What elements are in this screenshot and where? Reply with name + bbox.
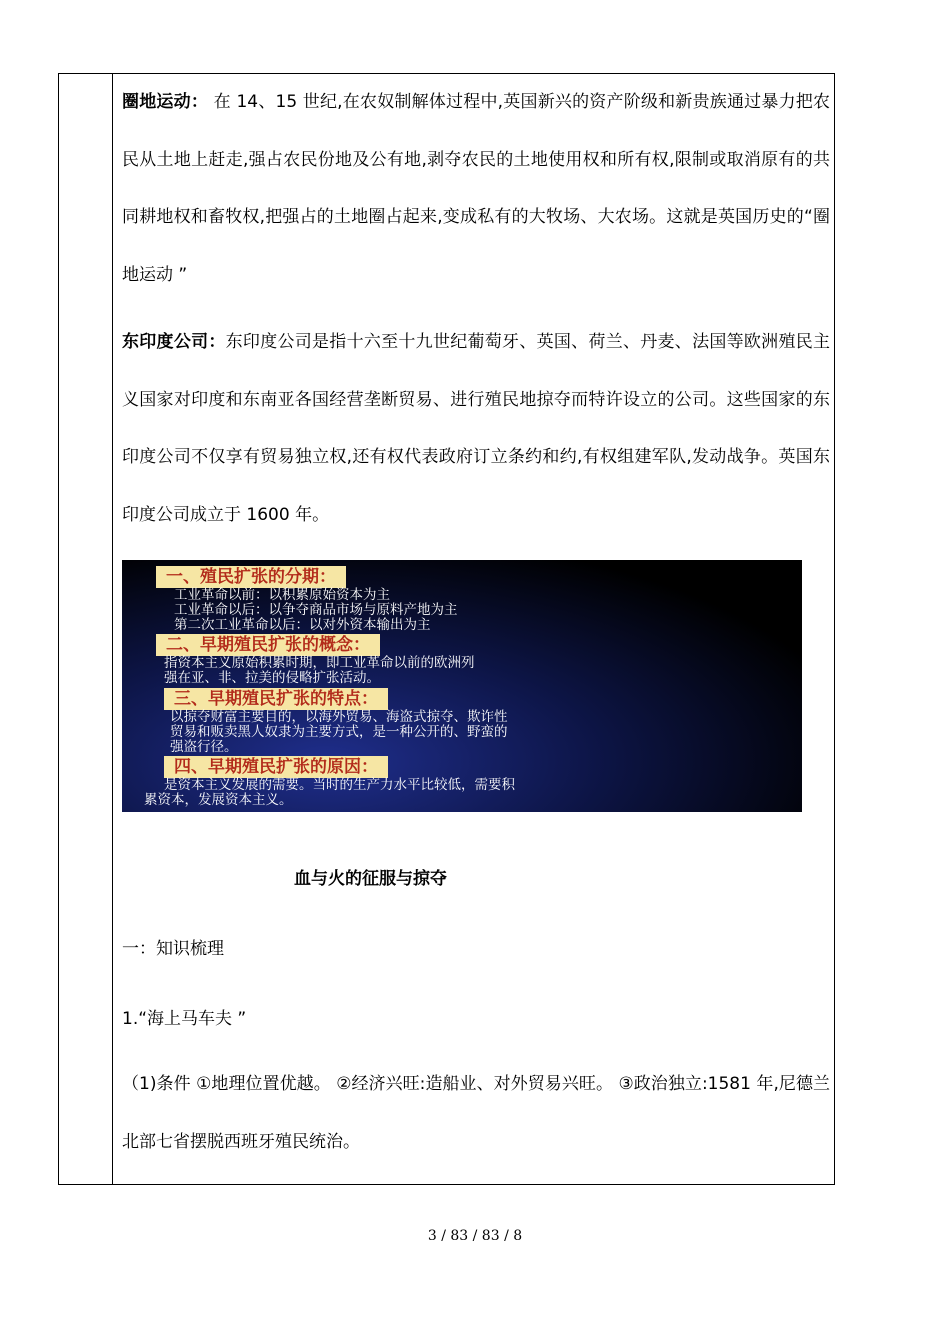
slide-image [122, 560, 802, 812]
page-number: 3 / 83 / 83 / 8 [427, 1228, 523, 1244]
slide-line: 指资本主义原始积累时期，即工业革命以前的欧洲列 [164, 655, 475, 671]
enclosure-paragraph [122, 74, 830, 304]
enclosure-label: 圈地运动： [122, 92, 209, 112]
east-india-text: 东印度公司是指十六至十九世纪葡萄牙、英国、荷兰、丹麦、法国等欧洲殖民主义国家对印度和东南亚各国经营垄断贸易、进行殖民地掠夺而特许设立的公司。这些国家的东印度公司不仅享有贸易独立权,还有权代表政府订立条约和约,有权组建军队,发动战争。英国东印度公司成立于 1600 年。 [122, 332, 831, 525]
conditions-paragraph: （1)条件 ①地理位置优越。 ②经济兴旺:造船业、对外贸易兴旺。 ③政治独立:1581 年,尼德兰北部七省摆脱西班牙殖民统治。 [122, 1074, 830, 1152]
slide-line: 强在亚、非、拉美的侵略扩张活动。 [164, 670, 380, 686]
slide-line: 是资本主义发展的需要。当时的生产力水平比较低，需要积 [164, 777, 515, 793]
slide-heading-2: 二、早期殖民扩张的概念： [156, 634, 380, 656]
slide-heading-3: 三、早期殖民扩张的特点： [164, 688, 388, 710]
slide-line: 强盗行径。 [170, 739, 238, 755]
table-content-cell [122, 74, 831, 1152]
slide-line: 工业革命以后：以争夺商品市场与原料产地为主 [174, 602, 458, 618]
slide-line: 工业革命以前：以积累原始资本为主 [174, 587, 390, 603]
enclosure-text: 在 14、15 世纪,在农奴制解体过程中,英国新兴的资产阶级和新贵族通过暴力把农民从土地上赶走,强占农民份地及公有地,剥夺农民的土地使用权和所有权,限制或取消原有的共同耕地权和畜牧权,把强占的土地圈占起来,变成私有的大牧场、大农场。这就是英国历史的“圈地运动 ” [122, 92, 831, 285]
slide-heading-4: 四、早期殖民扩张的原因： [164, 756, 388, 778]
slide-line: 以掠夺财富主要目的，以海外贸易、海盗式掠夺、欺诈性 [170, 709, 508, 725]
east-india-label: 东印度公司： [122, 332, 226, 352]
slide-heading-1: 一、殖民扩张的分期： [156, 566, 346, 588]
section-title: 血与火的征服与掠夺 [294, 869, 447, 889]
table-left-column [59, 74, 113, 1184]
content-table [58, 73, 835, 1185]
knowledge-heading: 一：知识梳理 [122, 939, 224, 959]
slide-line: 第二次工业革命以后：以对外资本输出为主 [174, 617, 431, 633]
slide-line: 贸易和贩卖黑人奴隶为主要方式，是一种公开的、野蛮的 [170, 724, 508, 740]
east-india-paragraph [122, 314, 830, 544]
item-1-heading: 1.“海上马车夫 ” [122, 1009, 247, 1029]
slide-line: 累资本，发展资本主义。 [144, 792, 293, 808]
